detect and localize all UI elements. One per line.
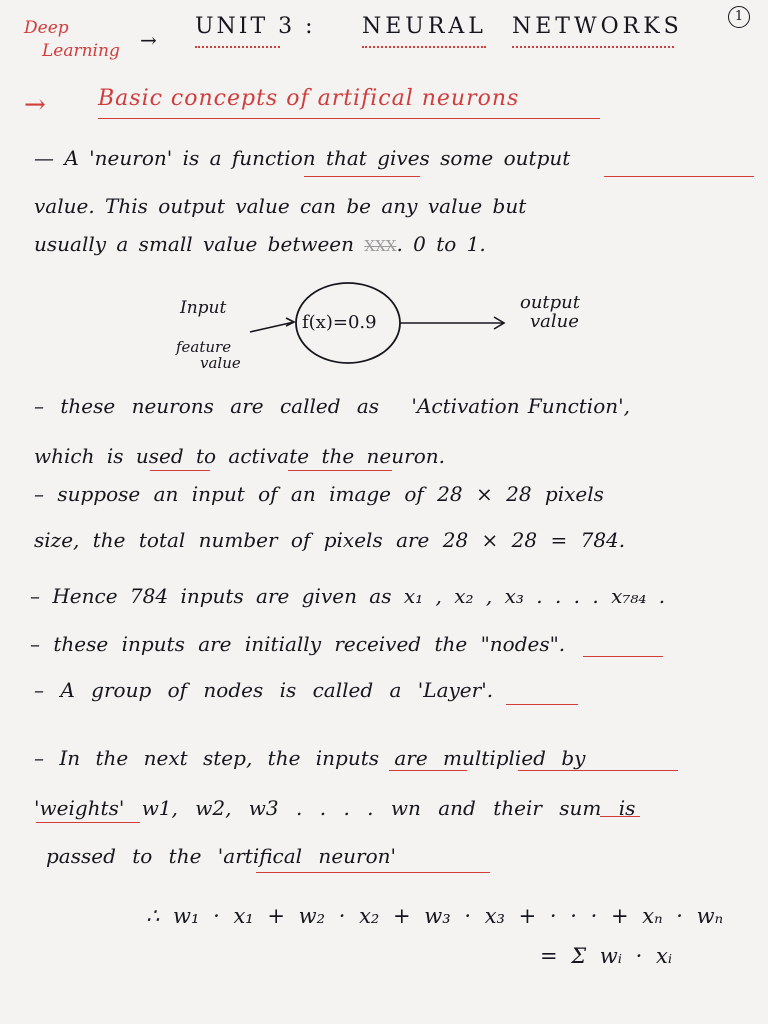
summation-result: = Σ wᵢ · xᵢ (540, 944, 673, 968)
header-arrow: → (140, 28, 157, 52)
activation-line-1 (34, 396, 630, 416)
weights-line-1: – In the next step, the inputs are multiplied by (34, 746, 586, 770)
nodes-line: – these inputs are initially received the "nodes". (30, 632, 566, 656)
layer-line: – A group of nodes is called a 'Layer'. (34, 678, 494, 702)
struck-out-text: XXX (364, 237, 397, 255)
output-label: output (520, 292, 581, 313)
title-neural: NEURAL (362, 14, 487, 39)
nodes-underline (583, 656, 663, 657)
inputs-underline (389, 770, 467, 771)
subject-line-1: Deep (24, 18, 69, 38)
neuron-function: f(x)=0.9 (302, 312, 377, 333)
pixels-line-2: size, the total number of pixels are 28 × 28 = 784. (34, 528, 626, 552)
pixels-line-1: – suppose an input of an image of 28 × 28 pixels (34, 482, 604, 506)
section-heading: Basic concepts of artifical neurons (98, 86, 520, 111)
page-number (728, 6, 750, 28)
sum-underline (600, 816, 640, 817)
section-arrow: → (24, 90, 46, 120)
input-label: Input (180, 298, 227, 318)
weights-line-3: passed to the 'artifical neuron' (46, 844, 397, 868)
input-arrow (250, 322, 294, 332)
page-number-value: 1 (734, 9, 744, 24)
activation-line-2: which is used to activate the neuron. (34, 444, 445, 468)
subject-label (24, 20, 120, 60)
weighted-sum-equation: ∴ w₁ · x₁ + w₂ · x₂ + w₃ · x₃ + · · · + xₙ · wₙ (146, 904, 724, 928)
section-heading-underline (98, 118, 600, 119)
weights-underline (36, 822, 140, 823)
function-underline (304, 176, 420, 177)
unit-underline (195, 42, 280, 48)
unit-label: UNIT 3 : (195, 14, 316, 39)
title-networks-underline (512, 42, 674, 48)
neuron-definition-line-3 (34, 234, 486, 254)
activation-function-term: 'Activation Function', (411, 394, 630, 418)
artificial-neuron-underline (256, 872, 490, 873)
activate-underline (288, 470, 392, 471)
subject-line-2: Learning (42, 41, 120, 61)
feature-label: feature (176, 338, 232, 356)
feature-value-sub-label: value (200, 353, 241, 372)
title-neural-underline (362, 42, 486, 48)
range-text: . 0 to 1. (396, 232, 486, 256)
inputs-line: – Hence 784 inputs are given as x₁ , x₂ , x₃ . . . . x₇₈₄ . (30, 584, 666, 608)
multiplied-underline (518, 770, 678, 771)
used-underline (150, 470, 210, 471)
some-output-underline (604, 176, 754, 177)
output-value-sub-label: value (530, 310, 579, 332)
line-3-text: usually a small value between (34, 232, 355, 256)
neuron-definition-line-2: value. This output value can be any value but (34, 194, 527, 218)
neuron-definition-line-1: — A 'neuron' is a function that gives some output (34, 146, 571, 170)
output-value-label (520, 294, 580, 332)
activation-line-1-text: – these neurons are called as (34, 394, 380, 418)
layer-underline (506, 704, 578, 705)
title-networks: NETWORKS (512, 14, 683, 39)
input-arrowhead-icon (286, 318, 294, 326)
weights-line-2: 'weights' w1, w2, w3 . . . . wn and their sum is (34, 796, 636, 820)
